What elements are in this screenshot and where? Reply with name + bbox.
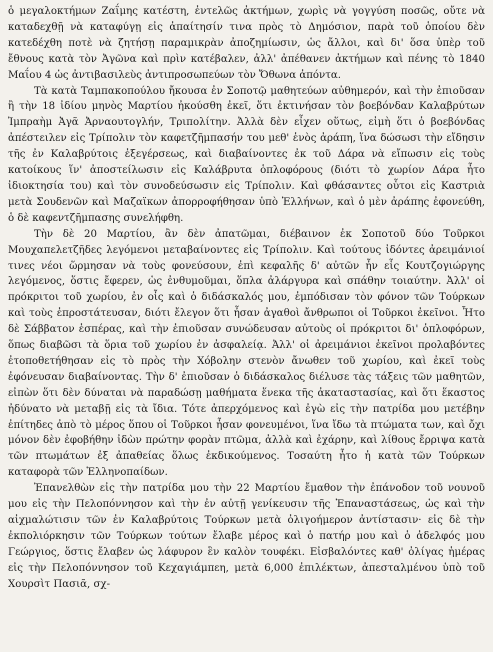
- paragraph-4: Ἐπανελθὼν εἰς τὴν πατρίδα μου τὴν 22 Μαρτίου ἔμαθον τὴν ἐπάνοδον τοῦ νουνοῦ μου εἰς τὴν Πελοπόννησον καὶ τὴν ἐν αὐτῇ γενίκευσιν τῆς Ἐπαναστάσεως, ὡς καὶ τὴν αἰχμαλώτισιν τῶν ἐν Καλαβρύτοις Τούρκων μετὰ ὀλιγοήμερον ἀντίστασιν· εἰς δὲ τὴν ἐκπολιόρκησιν τῶν Τούρκων τούτων ἔλαβε μέρος καὶ ὁ πατήρ μου καὶ ὁ ἀδελφός μου Γεώργιος, ὅστις ἔλαβεν ὡς λάφυρον ἓν καλὸν τουφέκι. Εἰσβαλόντες καθ' ὀλίγας ἡμέρας εἰς τὴν Πελοπόννησον τοῦ Κεχαγιάμπεη, μετὰ 6,000 ἐπιλέκτων, ἀπεσταλμένου ὑπὸ τοῦ Χουρσὶτ Πασιᾶ, σχ-: [8, 483, 485, 590]
- paragraph-1: ὁ μεγαλοκτήμων Ζαΐμης κατέστη, ἐντελῶς ἀκτήμων, χωρὶς νὰ γογγύση ποσῶς, οὔτε νὰ καταδεχθῇ νὰ καταφύγῃ εἰς ἀπαίτησίν τινα πρὸς τὸ Δημόσιον, παρὰ τοῦ ὁποίου δὲν κατεδέχθη ποτὲ νὰ ζητήσῃ παραμικρὰν ἀποζημίωσιν, ὡς ἄλλοι, καὶ δι' ὅσα ὑπὲρ τοῦ ἔθνους κατὰ τὸν Ἀγῶνα καὶ πρὶν κατέβαλεν, ἀλλ' ἀπέθανεν ἀκτήμων καὶ πένης τὸ 1840 Μαΐου 4 ὡς ἀντιβασιλεὺς ἀντιπροσωπεύων τὸν Ὄθωνα ἀπόντα.: [8, 6, 485, 81]
- paragraph-2: Τὰ κατὰ Ταμπακοπούλου ἤκουσα ἐν Σοποτῷ μαθητεύων αὐθημερόν, καὶ τὴν ἐπιοῦσαν ἢ τὴν 18 ἰδίου μηνὸς Μαρτίου ἠκούσθη ἐκεῖ, ὅτι ἐκτινήσαν τὸν βοεβόνδαν Καλαβρύτων Ἰμπραὴμ Ἀγᾶ Ἀρναουτογλήν, Τριπολίτην. Ἀλλὰ δὲν εἶχεν οὕτως, εἰμὴ ὅτι ὁ βοεβόνδας ἀπέστειλεν εἰς Τρίπολιν τὸν καφετζῆμπασήν του μεθ' ἑνὸς ἀράπη, ἵνα δώσωσι τὴν εἴδησιν τῆς ἐν Καλαβρύτοις ἐξεγέρσεως, καὶ διαβαίνοντες ἐκ τοῦ Δάρα νὰ εἴπωσιν εἰς τοὺς κατοίκους ἵν' ἀποστείλωσιν εἰς Καλάβρυτα ὁπλοφόρους (διότι τὸ χωρίον Δάρα ἦτο ἰδιοκτησία του) καὶ τὸν συνοδεύσωσιν εἰς Τρίπολιν. Καὶ φθάσαντες οὗτοι εἰς Καστριὰ μετὰ Σουδενῶν καὶ Μαζαϊκων ἀπορροφήθησαν ὑπὸ Ἑλλήνων, καὶ ὁ μὲν ἀράπης ἐφονεύθη, ὁ δὲ καφεντζῆμπασης συνελήφθη.: [8, 85, 485, 224]
- paragraph-3: Τὴν δὲ 20 Μαρτίου, ἂν δὲν ἀπατῶμαι, διέβαινον ἐκ Σοποτοῦ δύο Τοῦρκοι Μουχαπελετζῆδες λεγόμενοι μεταβαίνοντες εἰς Τρίπολιν. Καὶ τούτους ἰδόντες ἀρειμάνιοί τινες νέοι ὥρμησαν νὰ τοὺς φονεύσουν, ἐπὶ κεφαλῆς δ' αὐτῶν ἦν εἷς Κουτζογιώργης λεγόμενος, ὅστις ἔφερεν, ὡς ἐνθυμοῦμαι, ὅπλα ἀλάργυρα καὶ σπάθην τοιαύτην. Ἀλλ' οἱ πρόκριτοι τοῦ χωρίου, ἐν οἷς καὶ ὁ διδάσκαλός μου, ἐμπόδισαν τὸν φόνον τῶν Τούρκων καὶ τοὺς ἐπροστάτευσαν, διότι ἔλεγον ὅτι ἦσαν ἀγαθοὶ ἄνθρωποι οἱ Τοῦρκοι ἐκεῖνοι. Ἦτο δὲ Σάββατον ἑσπέρας, καὶ τὴν ἐπιοῦσαν συνώδευσαν αὐτοὺς οἱ πρόκριτοι δι' ὁπλοφόρων, ὅπως διαβῶσι τὰ ὅρια τοῦ χωρίου ἐν ἀσφαλείᾳ. Ἀλλ' οἱ ἀρειμάνιοι ἐκεῖνοι προλαβόντες ἐτοποθετήθησαν εἰς τὸ πρὸς τὴν Χόβολην στενὸν ἄνωθεν τοῦ χωρίου, καὶ ἐκεῖ τοὺς ἐφόνευσαν διαβαίνοντας. Τὴν δ' ἐπιοῦσαν ὁ διδάσκαλος διέλυσε τὰς τάξεις τῶν μαθητῶν, εἰπὼν ὅτι δὲν δύναται νὰ παραδώσῃ μαθήματα ἕνεκα τῆς ἀκαταστασίας, καὶ ὅτι ἕκαστος ἠδύνατο νὰ μεταβῇ εἰς τὰ ἴδια. Τότε ἀπερχόμενος καὶ ἐγὼ εἰς τὴν πατρίδα μου μετέβην ἐπίτηδες ἀπὸ τὸ μέρος ὅπου οἱ Τοῦρκοι ἦσαν φονευμένοι, ἵνα ἴδω τὰ πτώματα των, καὶ ὄχι μόνον δὲν ἐφοβήθην ἰδὼν πρώτην φορὰν πτῶμα, ἀλλὰ καὶ ἐχάρην, καὶ λίθους ἔρριψα κατὰ τῶν πτωμάτων ἐξ ἀπαθείας ὅλως ἐκδικούμενος. Τοσαύτη ἦτο ἡ κατὰ τῶν Τούρκων καταφορὰ τῶν Ἑλληνοπαίδων.: [8, 228, 485, 479]
